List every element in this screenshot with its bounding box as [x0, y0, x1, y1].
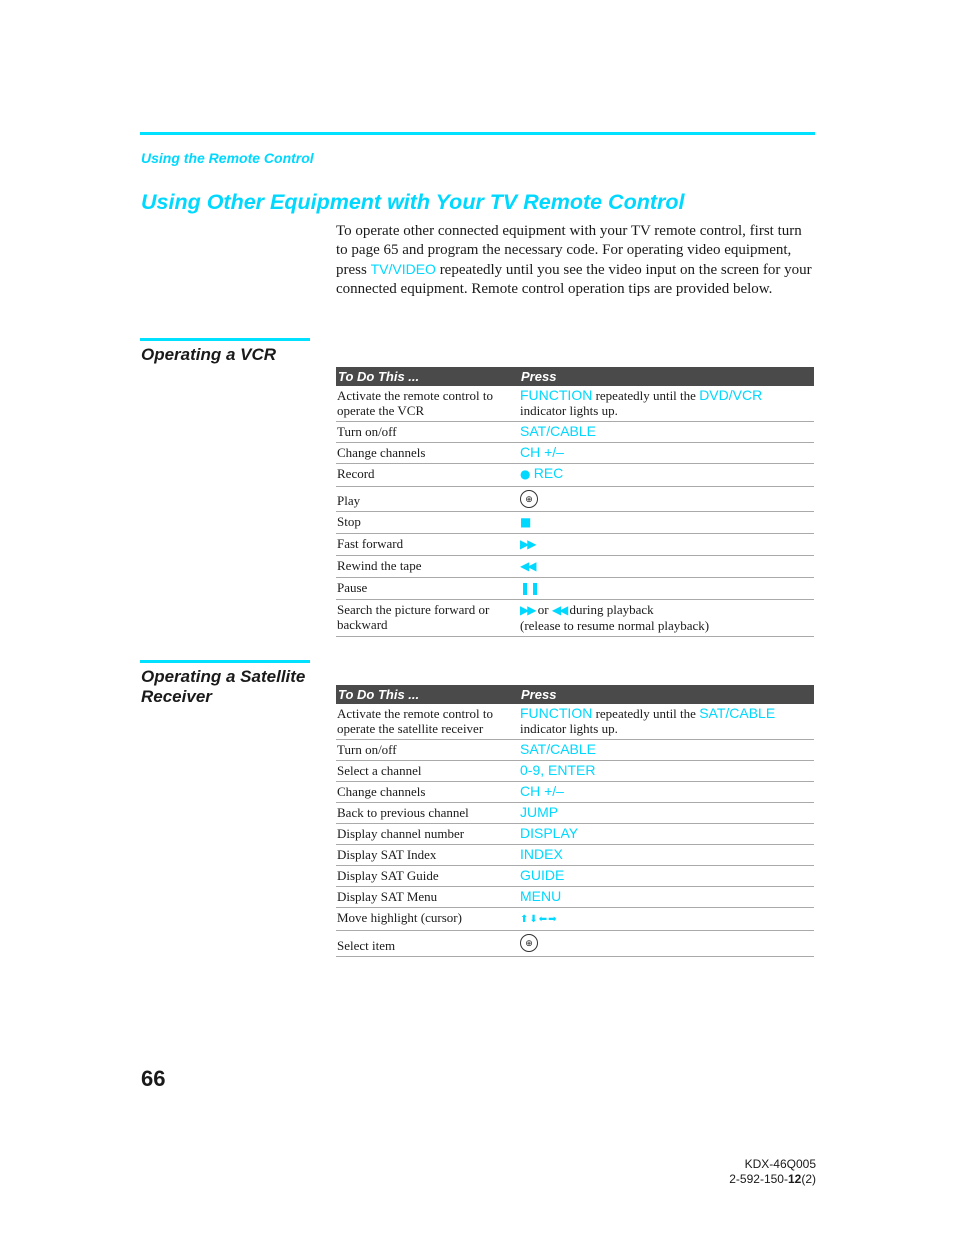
table-row [336, 887, 814, 908]
action-cell: Pause [336, 578, 519, 600]
sat-section-rule [140, 660, 310, 663]
action-cell: Display SAT Index [336, 845, 519, 866]
col-header-press: Press [519, 685, 814, 704]
sat-cable-key: SAT/CABLE [520, 423, 596, 439]
vcr-table [336, 367, 814, 637]
table-row [336, 845, 814, 866]
press-cell [519, 512, 814, 534]
table-row [336, 931, 814, 957]
press-text: during playback [566, 602, 654, 617]
model-number: KDX-46Q005 [744, 1157, 816, 1171]
table-row [336, 534, 814, 556]
action-cell: Search the picture forward or backward [336, 600, 519, 637]
table-row [336, 824, 814, 845]
table-header-row [336, 685, 814, 704]
table-row [336, 600, 814, 637]
play-enter-icon: ⊕ [520, 490, 538, 508]
press-cell [519, 887, 814, 908]
press-cell [519, 866, 814, 887]
stop-icon: ■ [520, 515, 530, 529]
dvd-vcr-key: DVD/VCR [699, 387, 763, 403]
press-cell [519, 824, 814, 845]
action-cell: Display SAT Guide [336, 866, 519, 887]
select-enter-icon: ⊕ [520, 934, 538, 952]
press-cell [519, 931, 814, 957]
number-enter-key: 0-9, ENTER [520, 762, 596, 778]
table-row [336, 556, 814, 578]
table-row [336, 422, 814, 443]
display-key: DISPLAY [520, 825, 579, 841]
action-cell: Activate the remote control to operate the satellite receiver [336, 704, 519, 740]
page-number: 66 [141, 1066, 166, 1091]
table-row [336, 761, 814, 782]
pause-icon: ❚❚ [520, 581, 541, 595]
tv-video-key: TV/VIDEO [370, 261, 436, 277]
rewind-icon: ◀◀ [551, 603, 567, 617]
table-row [336, 464, 814, 487]
rec-key: REC [533, 465, 564, 481]
vcr-heading: Operating a VCR [141, 345, 277, 364]
action-cell: Turn on/off [336, 422, 519, 443]
table-row [336, 386, 814, 422]
menu-key: MENU [520, 888, 562, 904]
press-cell [519, 534, 814, 556]
press-cell [519, 704, 814, 740]
press-cell [519, 464, 814, 487]
press-cell [519, 422, 814, 443]
col-header-action: To Do This ... [336, 367, 519, 386]
action-cell: Rewind the tape [336, 556, 519, 578]
table-row [336, 704, 814, 740]
function-key: FUNCTION [520, 705, 593, 721]
press-cell [519, 386, 814, 422]
arrow-keys-icon: ⬆⬇⬅➡ [520, 914, 558, 925]
action-cell: Move highlight (cursor) [336, 908, 519, 931]
press-cell [519, 740, 814, 761]
col-header-action: To Do This ... [336, 685, 519, 704]
sat-table [336, 685, 814, 957]
action-cell: Record [336, 464, 519, 487]
table-row [336, 782, 814, 803]
fast-forward-icon: ▶▶ [520, 537, 535, 551]
press-cell [519, 578, 814, 600]
press-text-tail: indicator lights up. [520, 403, 618, 418]
table-row [336, 443, 814, 464]
table-row [336, 740, 814, 761]
press-text: repeatedly until the [592, 706, 700, 721]
part-code-suffix: (2) [801, 1172, 816, 1186]
action-cell: Change channels [336, 443, 519, 464]
press-note: (release to resume normal playback) [520, 618, 710, 633]
intro-text-2: repeatedly until you see the video input on the screen for your connected equipment. Remote control operation tips are provided below. [336, 262, 812, 297]
ch-key: CH +/– [520, 783, 564, 799]
action-cell: Play [336, 487, 519, 512]
part-code [729, 1172, 816, 1187]
record-dot-icon: ● [520, 467, 531, 481]
table-header-row [336, 367, 814, 386]
action-cell: Select item [336, 931, 519, 957]
action-cell: Display SAT Menu [336, 887, 519, 908]
action-cell: Activate the remote control to operate the VCR [336, 386, 519, 422]
press-cell [519, 443, 814, 464]
press-cell [519, 782, 814, 803]
top-rule [140, 132, 815, 135]
table-row [336, 803, 814, 824]
col-header-press: Press [519, 367, 814, 386]
vcr-section-rule [140, 338, 310, 341]
sat-heading: Operating a Satellite Receiver [141, 667, 306, 706]
press-cell [519, 556, 814, 578]
press-text-tail: indicator lights up. [520, 721, 618, 736]
running-head: Using the Remote Control [141, 150, 314, 166]
table-row [336, 866, 814, 887]
table-row [336, 908, 814, 931]
action-cell: Turn on/off [336, 740, 519, 761]
guide-key: GUIDE [520, 867, 565, 883]
intro-paragraph [336, 222, 814, 299]
index-key: INDEX [520, 846, 563, 862]
page-title: Using Other Equipment with Your TV Remote Control [141, 190, 685, 214]
sat-cable-key: SAT/CABLE [699, 705, 776, 721]
press-text: repeatedly until the [592, 388, 700, 403]
ch-key: CH +/– [520, 444, 564, 460]
jump-key: JUMP [520, 804, 559, 820]
intro-text-1: To operate other connected equipment with your TV remote control, first turn to page 65 and program the necessary code. For operating video equipment, press [336, 223, 802, 278]
press-cell [519, 845, 814, 866]
part-code-prefix: 2-592-150- [729, 1172, 788, 1186]
action-cell: Stop [336, 512, 519, 534]
table-row [336, 578, 814, 600]
sat-cable-key: SAT/CABLE [520, 741, 596, 757]
press-text: or [534, 602, 552, 617]
action-cell: Change channels [336, 782, 519, 803]
table-row [336, 512, 814, 534]
press-cell [519, 600, 814, 637]
rewind-icon: ◀◀ [520, 559, 535, 573]
part-code-bold: 12 [787, 1172, 802, 1186]
table-row [336, 487, 814, 512]
fast-forward-icon: ▶▶ [520, 603, 535, 617]
action-cell: Select a channel [336, 761, 519, 782]
press-cell [519, 487, 814, 512]
press-cell [519, 803, 814, 824]
action-cell: Back to previous channel [336, 803, 519, 824]
action-cell: Fast forward [336, 534, 519, 556]
footer [729, 1157, 816, 1187]
press-cell [519, 761, 814, 782]
function-key: FUNCTION [520, 387, 593, 403]
press-cell [519, 908, 814, 931]
action-cell: Display channel number [336, 824, 519, 845]
